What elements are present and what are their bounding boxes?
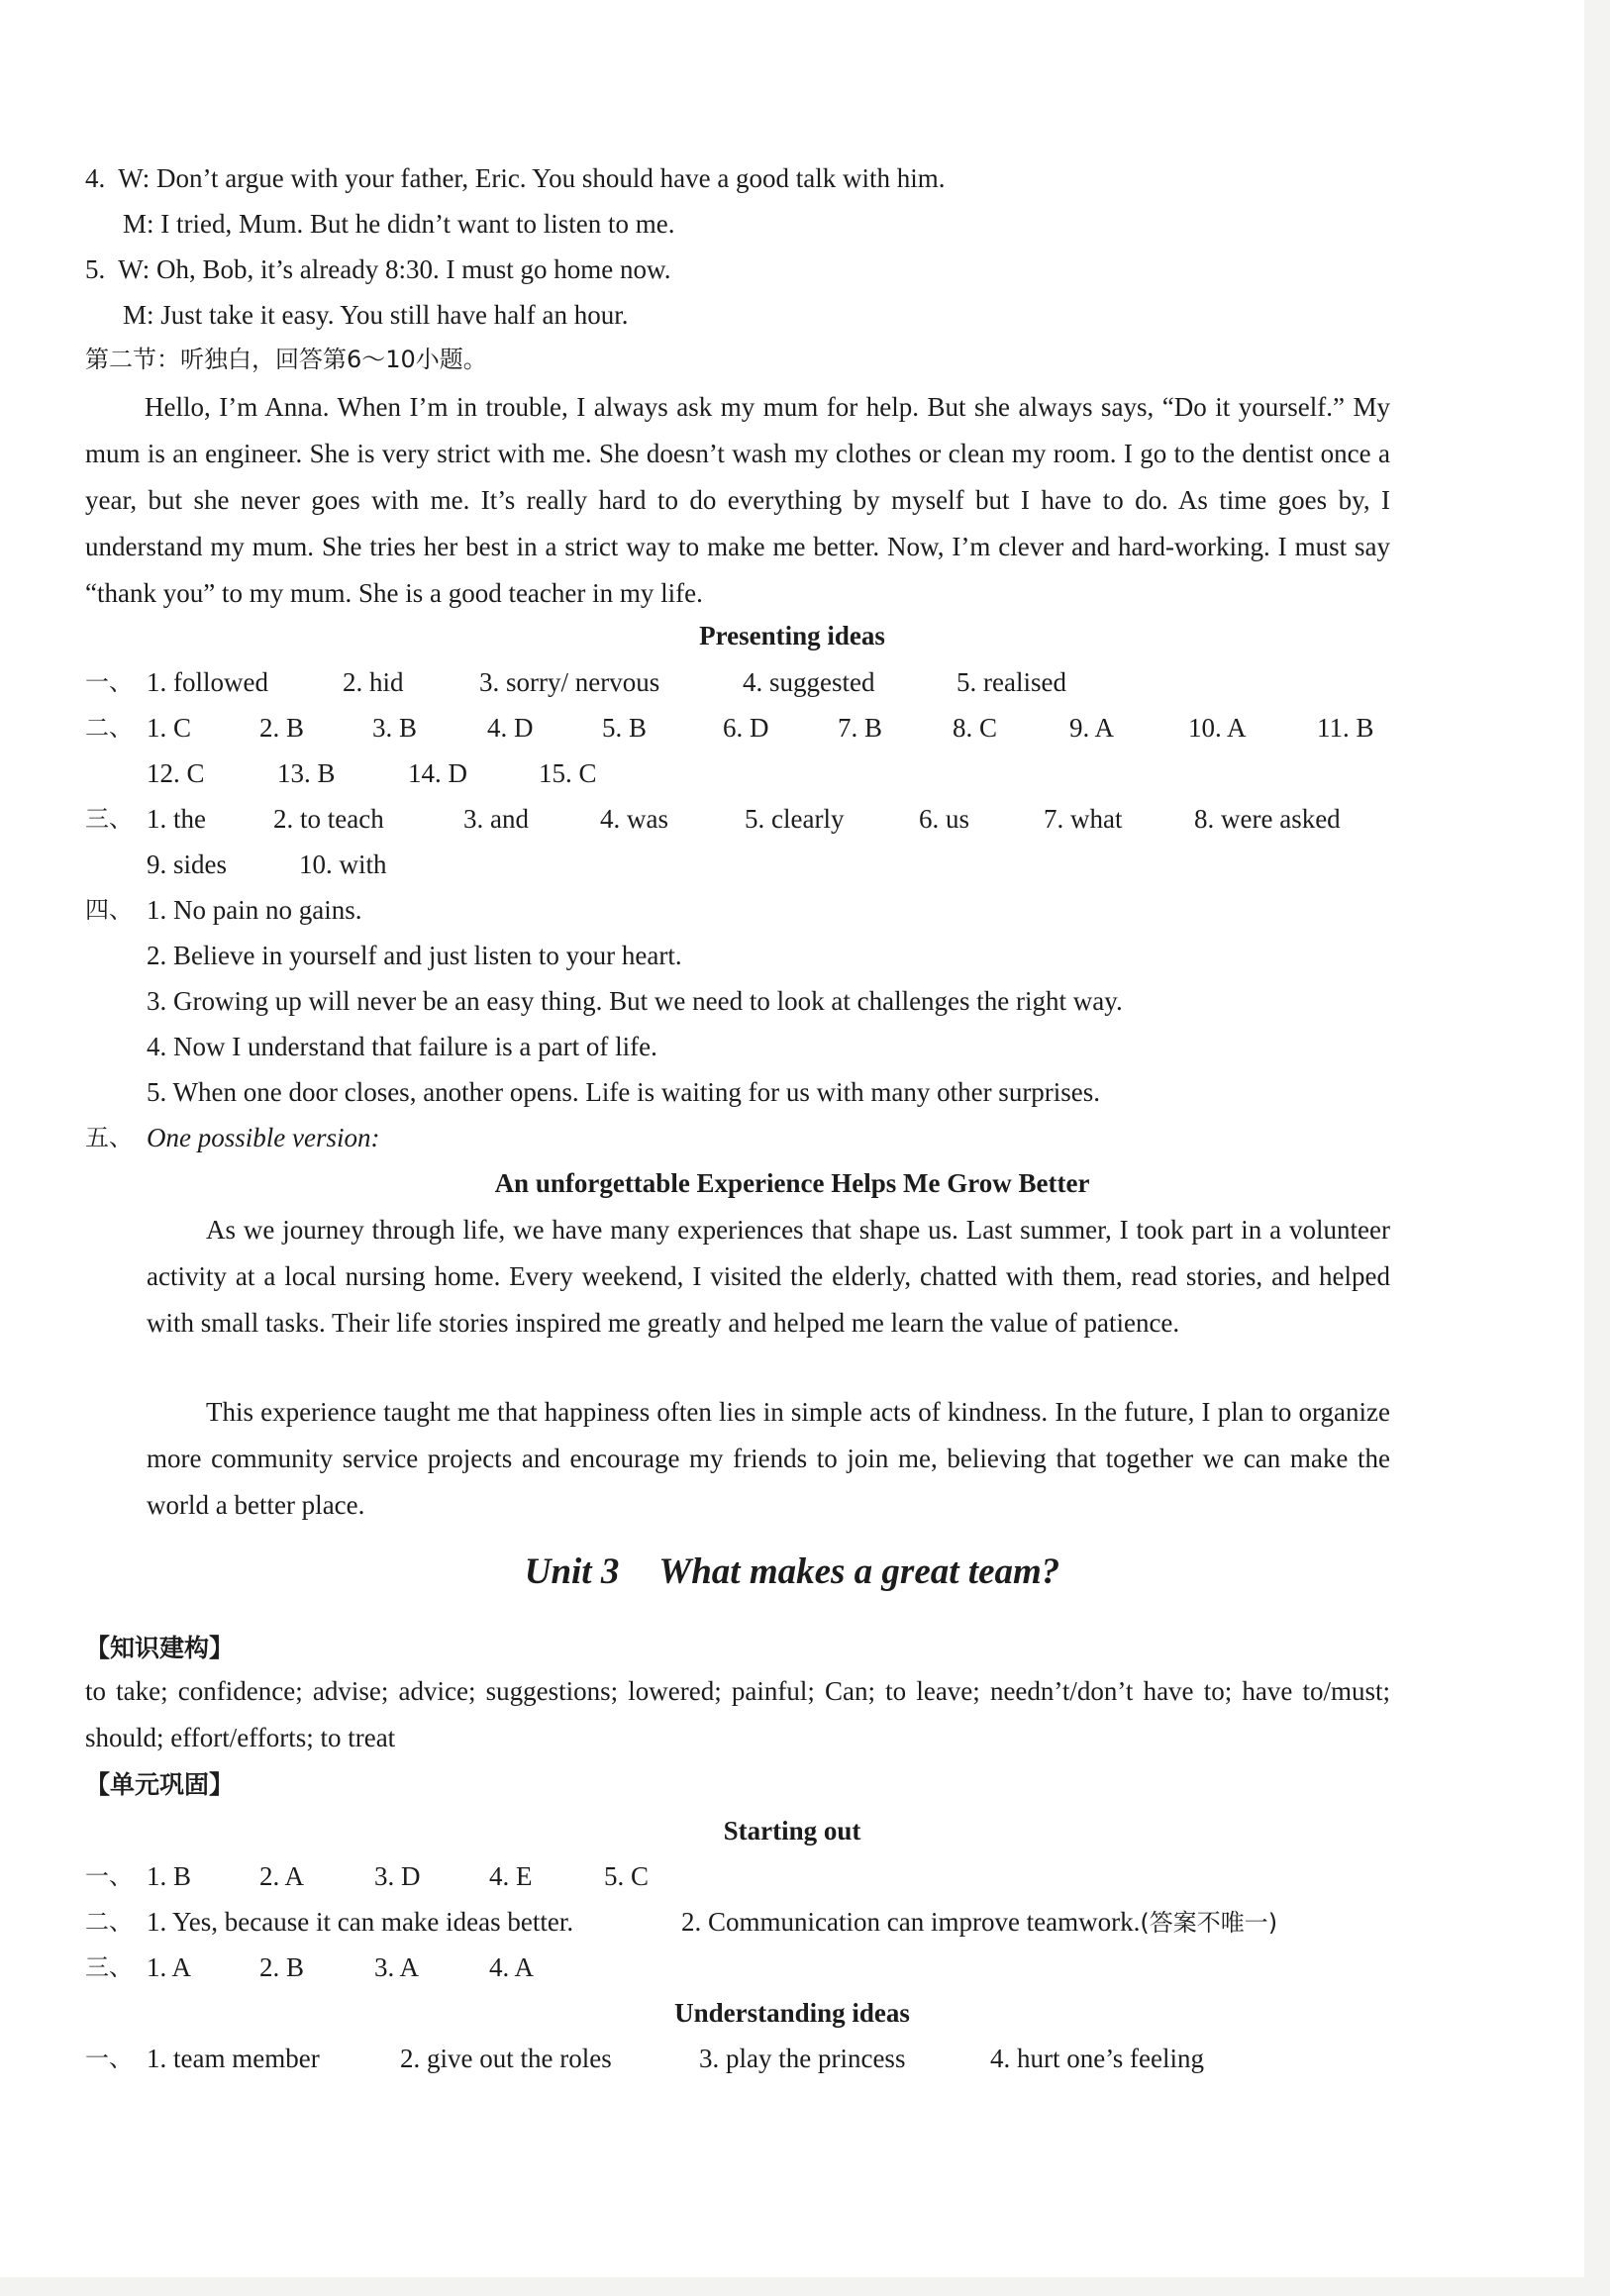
dialogue-5-m: M: Just take it easy. You still have half an hour. (123, 300, 629, 330)
dialogue-number: 4. (85, 163, 106, 193)
dialogue-line: W: Oh, Bob, it’s already 8:30. I must go home now. (118, 254, 671, 284)
answer-item: 10. with (299, 849, 387, 879)
answer-item: 13. B (277, 758, 336, 788)
answer-item: 8. C (953, 713, 998, 743)
section-2-heading: 第二节：听独白，回答第6～10小题。 (85, 346, 487, 373)
answer-item: 14. D (408, 758, 467, 788)
answer-item: 3. and (463, 804, 529, 834)
sentence-item: 1. No pain no gains. (147, 895, 362, 925)
part-label: 五、 (85, 1124, 133, 1151)
answer-item: 12. C (147, 758, 205, 788)
answer-text: 2. Communication can improve teamwork. (681, 1907, 1141, 1937)
sentence-item: 2. Believe in yourself and just listen to your heart. (147, 941, 682, 970)
answer-item: 1. C (147, 713, 192, 743)
answer-item: 6. us (919, 804, 970, 834)
dialogue-4-w (85, 161, 946, 195)
answer-item: 4. hurt one’s feeling (990, 2044, 1204, 2073)
answer-item: 3. sorry/ nervous (479, 667, 660, 697)
sentence-item: 3. Growing up will never be an easy thing. But we need to look at challenges the right way. (147, 986, 1123, 1016)
unit-name: What makes a great team? (658, 1551, 1060, 1592)
answer-item: 15. C (539, 758, 597, 788)
answer-item: 2. hid (343, 667, 404, 697)
answer-item: 9. sides (147, 849, 227, 879)
answer-item: 3. play the princess (699, 2044, 906, 2073)
answer-item: 10. A (1188, 713, 1247, 743)
knowledge-label: 【知识建构】 (85, 1634, 235, 1662)
sentence-item: 4. Now I understand that failure is a part of life. (147, 1032, 657, 1061)
answer-item: 4. E (489, 1861, 533, 1891)
answer-item: 1. Yes, because it can make ideas better. (147, 1907, 574, 1937)
answer-item: 7. B (838, 713, 883, 743)
answer-item: 2. to teach (273, 804, 384, 834)
answer-note: (答案不唯一) (1140, 1909, 1278, 1937)
answer-item: 5. clearly (745, 804, 845, 834)
answer-item: 2. B (259, 1952, 305, 1982)
answer-item: 6. D (723, 713, 769, 743)
answer-item: 1. B (147, 1861, 192, 1891)
part-label: 三、 (85, 805, 133, 833)
answer-item: 2. B (259, 713, 305, 743)
answer-item: 1. the (147, 804, 206, 834)
answer-item: 3. D (374, 1861, 421, 1891)
answer-item: 5. C (604, 1861, 650, 1891)
answer-item: 2. give out the roles (400, 2044, 612, 2073)
consolidation-label: 【单元巩固】 (85, 1770, 235, 1799)
unit-title (0, 1550, 1584, 1593)
starting-out-title: Starting out (723, 1816, 861, 1846)
monologue-paragraph: Hello, I’m Anna. When I’m in trouble, I always ask my mum for help. But she always says, “Do it yourself.” My mum is an engineer. She is very strict with me. She doesn’t wash my clothes or clean my room. I go to the dentist once a year, but she never goes with me. It’s really hard to do everything by myself but I have to do. As time goes by, I understand my mum. She tries her best in a strict way to make me better. Now, I’m clever and hard-working. I must say “thank you” to my mum. She is a good teacher in my life. (85, 392, 1390, 608)
knowledge-text: to take; confidence; advise; advice; suggestions; lowered; painful; Can; to leave; needn’t/don’t have to; have to/must; should; effort/efforts; to treat (85, 1676, 1390, 1752)
answer-item: 7. what (1044, 804, 1123, 834)
answer-item: 4. A (489, 1952, 535, 1982)
dialogue-4-m: M: I tried, Mum. But he didn’t want to listen to me. (123, 209, 675, 239)
answer-item: 4. was (600, 804, 668, 834)
presenting-ideas-title: Presenting ideas (699, 621, 885, 650)
dialogue-line: W: Don’t argue with your father, Eric. You should have a good talk with him. (118, 163, 946, 193)
essay-intro: One possible version: (147, 1123, 380, 1152)
answer-item: 8. were asked (1194, 804, 1341, 834)
answer-item: 9. A (1069, 713, 1115, 743)
answer-item: 1. A (147, 1952, 192, 1982)
answer-item: 5. realised (956, 667, 1066, 697)
part-label: 一、 (85, 668, 133, 696)
answer-item: 3. A (374, 1952, 420, 1982)
essay-title: An unforgettable Experience Helps Me Grow Better (494, 1168, 1090, 1198)
answer-item: 1. followed (147, 667, 268, 697)
unit-label: Unit 3 (524, 1551, 620, 1592)
part-label: 一、 (85, 1862, 133, 1890)
answer-item: 4. suggested (743, 667, 875, 697)
understanding-ideas-title: Understanding ideas (674, 1998, 910, 2028)
part-label: 二、 (85, 1908, 133, 1936)
answer-item: 3. B (372, 713, 418, 743)
part-label: 四、 (85, 896, 133, 924)
sentence-item: 5. When one door closes, another opens. Life is waiting for us with many other surprises. (147, 1077, 1101, 1107)
essay-paragraph-1: As we journey through life, we have many experiences that shape us. Last summer, I took part in a volunteer activity at a local nursing home. Every weekend, I visited the elderly, chatted with them, read stories, and helped with small tasks. Their life stories inspired me greatly and helped me learn the value of patience. (147, 1215, 1390, 1338)
dialogue-number: 5. (85, 254, 106, 284)
answer-item: 1. team member (147, 2044, 320, 2073)
answer-item (681, 1905, 1277, 1940)
answer-item: 5. B (602, 713, 648, 743)
essay-paragraph-2: This experience taught me that happiness often lies in simple acts of kindness. In the future, I plan to organize more community service projects and encourage my friends to join me, believing that together we can make the world a better place. (147, 1397, 1390, 1520)
part-label: 三、 (85, 1953, 133, 1981)
dialogue-5-w (85, 252, 670, 286)
part-label: 一、 (85, 2045, 133, 2072)
answer-item: 4. D (487, 713, 534, 743)
answer-item: 2. A (259, 1861, 305, 1891)
part-label: 二、 (85, 714, 133, 742)
answer-item: 11. B (1317, 713, 1374, 743)
